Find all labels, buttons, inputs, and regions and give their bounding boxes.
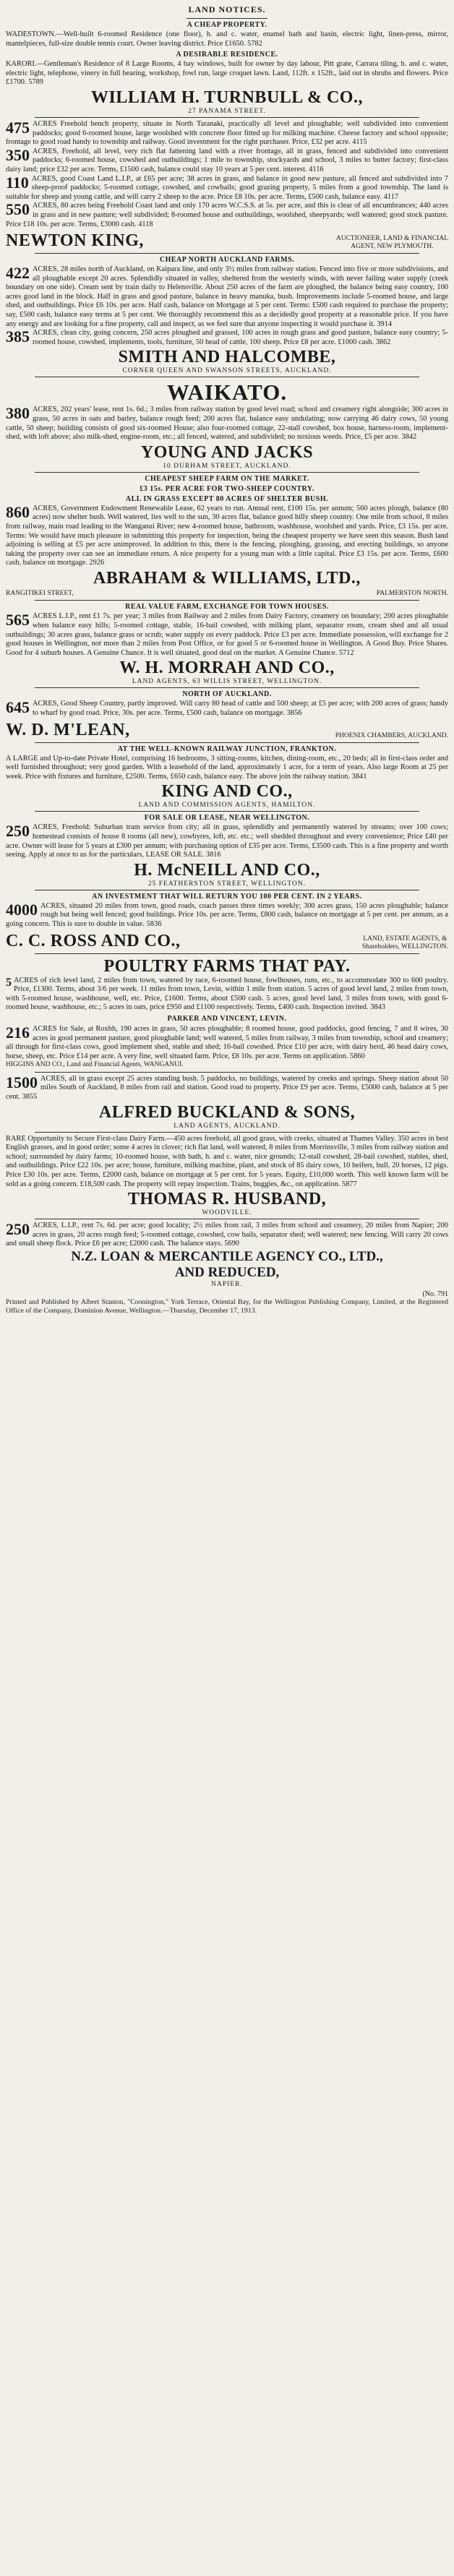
listing-text: ACRES, L.I.P., rent 7s. 6d. per acre; good locality; 2½ miles from rail, 3 miles from school and creamery, 20 miles from Napier; 200 acres in grass, 20 acres rough feed; 5-roomed cottage, cowshed, cow bails, separator shed; well watered; new fencing. Will carry 20 cows and small sheep flock. Price £6 per acre; £2000 cash. The balance stays. [6,1222,448,1248]
agent-name: W. H. MORRAH AND CO., [119,658,335,678]
agent-line [6,231,448,251]
listing-text: ACRES, good Coast Land L.I.P., at £65 per acre; 38 acres in grass, and balance in good new pasture, all fenced and subdivided into 7 sheep-proof paddocks; 5-roomed cottage, cowshed, and cowbails; good grazing property, 5 miles from a good township. The land is suitable for sheep and young cattle, and will carry 2 sheep to the acre. Price £8 10s. per acre. Terms, £500 cash, balance easy. [6,174,448,201]
agent-name: NEWTON KING, [6,231,144,251]
advert-heading: NORTH OF AUCKLAND. [182,690,272,699]
advert-young-jacks [6,379,448,469]
agent-address [6,590,448,598]
advert-ref: 5860 [350,1052,365,1060]
region-heading: WAIKATO. [166,379,288,405]
agent-address: LAND AGENTS, 63 WILLIS STREET, WELLINGTON. [132,678,322,686]
agent-address: LAND AND COMMISSION AGENTS, HAMILTON. [138,802,316,810]
advert-husband [6,1135,448,1217]
agent-name: YOUNG AND JACKS [140,442,314,462]
advert-ref: 4117 [383,192,399,201]
advert-mlean [6,690,448,739]
agent-name: SMITH AND HALCOMBE, [118,348,336,367]
advert-nz-loan [6,1222,448,1288]
advert-ref: 4115 [352,138,367,147]
agent-description-line: AUCTIONEER, LAND & FINANCIAL [335,235,448,243]
listing-text: ACRES, Freehold: Suburban tram service from city; all in grass, splendidly and permanently watered by streams; over 100 cows; homestead consists of house 8 rooms (all new), cowbyres, loft, etc. etc.; well shedded throughout and every convenience; Price £40 per acre. Owner will lease for 5 years at £300 per annum; with purchasing option of £35 per acre. Terms, £3500 cash. This is a fine property and worth seeing. Apply at once to us for the particulars, LEASE OR SALE. [6,823,448,859]
agent-name: KING AND CO., [161,782,293,802]
acreage-number: 350 [6,145,30,164]
advert-text: RARE Opportunity to Secure First-class Dairy Farm.—450 acres freehold, all good grass, with creeks, situated at Thames Valley. 350 acres in best English grasses, and in good order; some 4 acres in clover; rich flat land, well watered, 8 miles from Morrinsville, 3 miles from railway station and school; surrounded by dairy farms; 10-roomed house, with bath, h. and c. water, nice grounds; 12-stall cowshed, 28-bail cowshed, stables, shed, and outbuildings. Price £22 10s. per acre; house, furniture, milking machine, plant, and stock of 85 dairy cows, 10 heifers, bull, 20 horses, 12 pigs. Price £30 10s. per acre. Terms, £2000 cash, balance on mortgage at 5 per cent. for 5 years. Equity, £10,000 worth. This well known farm will be sold as a going concern. £18,500 cash. The property will repay inspection. Trains, buggies, &c., on application. [6,1134,448,1188]
agent-address: 10 DURHAM STREET, AUCKLAND. [163,462,291,470]
listing [6,120,448,147]
advert-higgins [6,1025,448,1070]
agent-town: PALMERSTON NORTH. [376,589,448,597]
advert-ref: 5836 [146,919,162,928]
listing [6,1025,448,1061]
agent-name: W. D. M'LEAN, [6,720,130,739]
advert-text: KARORI.—Gentleman's Residence of 8 Large Rooms, 4 bay windows, built for owner by day labour, Pitt grate, Carrara tiling, h. and c. water, electric light, telephone, vinery in full bearing, workshop, fowl run, large croquet lawn. Land, 112ft. x 152ft., laid out in shrubs and flowers. Price £1700. [6,60,448,87]
advert-newton-king [6,120,448,251]
agent-address: CORNER QUEEN AND SWANSON STREETS, AUCKLAND. [122,367,332,375]
advert-heading: ALL IN GRASS EXCEPT 80 ACRES OF SHELTER BUSH. [125,494,329,503]
advert-ref: 3862 [375,338,391,346]
advert-ref: 4118 [138,220,153,228]
divider [35,1132,419,1133]
advert-ref: 3914 [377,319,393,328]
divider [35,953,419,954]
listing-text: ACRES, 28 miles north of Auckland, on Kaipara line, and only 3½ miles from railway station. Fenced into five or more subdivisions, and all ploughable except 20 acres. Splendidly situated in valley, sheltered from the westerly winds, with never failing water supply (creek boundary on one side). Cream sent by train daily to Helensville. About 250 acres of the farm are ploughed, the balance being easy country, 100 acres good land in the block. Half in grass and good pasture, balance in heavy manuka, bush. Improvements include 5-roomed house, and large shed, and outbuildings. Price £6 10s. per acre. Half cash, balance on Mortgage at 5 per cent. Terms: £500 cash required to purchase the property; say, £500 cash, balance easy terms at 5 per cent. We thoroughly recommend this as a decidedly good property at a reasonable price. If you have any energy and are looking for a fine property, call and inspect, as we feel sure that anyone inspecting it would purchase it. [6,265,448,328]
acreage-number: 1500 [6,1073,38,1091]
agent-address: PHOENIX CHAMBERS, AUCKLAND. [335,731,448,739]
listing-text: ACRES Freehold bench property, situate in North Taranaki, practically all level and ploughable; well subdivided into convenient paddocks; good 6-roomed house, large woolshed with concrete floor fitted up for milking machine. Cheese factory and school opposite; frontage to good road handy to township and railway. Good investment for the right purchaser. Price, £32 per acre. [6,119,448,147]
advert-heading: REAL VALUE FARM, EXCHANGE FOR TOWN HOUSES. [125,603,329,611]
listing [6,902,448,929]
agent-name: H. McNEILL AND CO., [134,860,320,880]
advert-ref: 5690 [224,1240,239,1248]
advert-parker-vincent [6,956,448,1023]
listing [6,265,448,329]
divider [35,253,419,254]
advert-ref: 3855 [22,1093,38,1101]
acreage-number: 422 [6,264,30,283]
listing [6,612,448,658]
advert-body [6,60,448,87]
divider [35,811,419,812]
advert-abraham-williams [6,475,448,598]
advert-body [6,1135,448,1190]
agent-address: LAND AGENTS, AUCKLAND. [174,1122,280,1130]
advert-ref: 3841 [351,772,367,781]
advert-ref: 3843 [370,1003,385,1012]
agent-address: NAPIER. [211,1280,243,1288]
agent-address: WOODVILLE. [202,1209,252,1217]
acreage-number: 565 [6,611,30,630]
notice-number: (No. 791 [422,1289,448,1298]
listing [6,823,448,859]
section-title: LAND NOTICES. [188,4,266,14]
agent-description-line: AGENT, NEW PLYMOUTH. [351,243,434,251]
advert-ref: 5782 [247,39,262,48]
advert-ref: 5877 [342,1180,357,1188]
advert-heading: A DESIRABLE RESIDENCE. [176,51,278,59]
advert-heading: CHEAPEST SHEEP FARM ON THE MARKET. [145,474,309,483]
listing [6,700,448,718]
advert-text: WADESTOWN.—Well-built 6-roomed Residence (one floor), h. and c. water, enamel bath and basin, electric light, linen-press, mirror, mantelpieces, full-size double tennis court. Owner leaving district. Price £1650. [6,30,448,48]
agent-name: PARKER AND VINCENT, LEVIN. [167,1014,287,1023]
listing-text: ACRES, 80 acres being Freehold Coast land and only 170 acres W.C.S.S. at 5s. per acre, and this is clear of all encumbrances; 440 acres in grass and in new pasture; well subdivided; 8-roomed house and outbuildings, woolshed, sheepyards; well watered; good stock pasture. Price £18 10s. per acre. Terms, £3000 cash. [6,202,448,228]
advert-ross [6,893,448,951]
divider [35,117,419,118]
listing-text: ACRES of rich level land, 2 miles from town, watered by race, 6-roomed house, fowlhouses, runs, etc., to accommodate 300 to 600 poultry. Price, £1300. Terms, about 3/6 per week. 11 miles from town, Levin, within 1 mile from station. 5 acres of good level land, 2 miles from town, with 5-roomed house, washhouse, well, etc. Price, £1600. Terms, about £500 cash. 5 acres, good level land, 3 miles from town, with good 6-roomed house, washhouse, etc.; 5 acres in oats, price £950 and £1100 respectively. Terms, £400 cash. Inspection invited. [6,976,448,1012]
acreage-number: 110 [6,173,29,192]
agent-description [336,235,448,251]
agent-description [362,935,448,951]
divider [35,472,419,473]
listing [6,976,448,1013]
divider [35,600,419,601]
advert-text: A LARGE and Up-to-date Private Hotel, comprising 16 bedrooms, 3 sitting-rooms, kitchen, dining-room, etc., 20 beds; all in first-class order and well furnished throughout; very good garden. With a leasehold of the land, approximately 1 acre, for a term of years. Also large Room at 25 per week. Price with fixtures and furniture, £2500. Terms, £650 cash, balance easy. The above join the railway station. [6,754,448,781]
divider [187,18,267,19]
advert-ref: 4116 [309,165,324,173]
advert-body [6,30,448,48]
listing [6,202,448,229]
agent-name: C. C. ROSS AND CO., [6,931,181,950]
advert-ref: 5712 [338,648,354,657]
advert-king [6,745,448,810]
acreage-number: 380 [6,404,30,423]
agent-address: 25 FEATHERSTON STREET, WELLINGTON. [147,880,307,888]
listing-text: ACRES, Good Sheep Country, partly improved. Will carry 80 head of cattle and 500 sheep; at £5 per acre; with 200 acres of grass; handy to wharf by good road. Price, 30s. per acre. Terms, £500 cash, balance on mortgage. [33,700,448,718]
advert-ref: 2926 [89,559,105,567]
agent-name: HIGGINS AND CO., Land and Financial Agents, WANGANUI. [6,1061,184,1069]
advert-ref: 3842 [401,433,417,442]
listing-text: ACRES L.I.P., rent £1 7s. per year; 3 miles from Railway and 2 miles from Dairy Factory, creamery on boundary; 200 acres ploughable when balance easy hills; 5-roomed cottage, stable, 16-bail cowshed, with milking plant, separator room, cream shed and all usual outbuildings; 30 acres grass, balance grass or scrub; water supply on every paddock. Price £3 per acre. Immediate possession, will exchange for 2 good houses in Wellington, not more than 2 miles from Post Office, or for good 5 or 6-roomed house in Wellington. A Good Buy. Price Shares. Good for 4 suburb houses. A Genuine Chance. It is well situated, good deal on the market. A Genuine Chance. [6,612,448,657]
advert-smith-halcombe [6,256,448,374]
advert-ref: 3856 [286,709,302,718]
advert-heading: AN INVESTMENT THAT WILL RETURN YOU 100 PER CENT. IN 2 YEARS. [92,892,362,901]
advert-body [6,755,448,782]
agent-name: WILLIAM H. TURNBULL & CO., [91,87,363,107]
listing [6,405,448,442]
agent-name-cont: AND REDUCED, [174,1264,280,1280]
listing-text: ACRES, situated 20 miles from town, good roads, coach passes three times weekly; 300 acres grass, 150 acres ploughable; balance rough but being well fenced; good buildings. Price 10s. per acre. Terms, £800 cash, balance on mortgage at 5 per cent. per annum, as a going concern. This is sure to double in value. [6,901,448,928]
advert-morrah [6,603,448,685]
listing [6,175,448,202]
acreage-number: 860 [6,502,30,521]
advert-mcneill [6,814,448,887]
listing-text: ACRES, Freehold, all level, very rich flat fattening land with a river frontage, all in grass, fenced and subdivided into convenient paddocks; 6-roomed house, cowshed and outbuildings; 1 mile to township, stockyards and school, 3 miles to butter factory; first-class dairy land; price £32 per acre. Terms, £1500 cash, balance could stay 10 years at 5 per cent. interest. [6,147,448,173]
agent-description-line: Shareholders, WELLINGTON. [361,943,448,950]
listing-text: ACRES, Government Endowment Renewable Lease, 62 years to run. Annual rent, £100 15s. per annum; 560 acres plough, balance (80 acres) now shelter bush. Well watered, lies well to the sun, 30 acres flat, balance good hilly sheep country. One mile from school, 8 miles from railway, main road leading to the Wanganui River; new 4-roomed house, bathroom, washhouse, woolshed and yards. Price, £3 15s. per acre. Terms: We would have much pleasure in submitting this property for inspection, being the cheapest property we have seen this season. Bush land adjoining is selling at £5 per acre unimproved. In addition to this, there is the fencing, ploughing, grassing, and erecting buildings, so anyone taking the property over can see an immediate return. A nice property for a young man with a little capital. Price £3 15s. per acre. Terms, £600 cash, balance on mortgage. [6,504,448,567]
advert-heading: £3 15s. PER ACRE FOR TWO-SHEEP COUNTRY. [140,484,314,493]
listing-text: ACRES for Sale, at Roxbh, 190 acres in grass, 50 acres ploughable; 8 roomed house, good paddocks, good fencing, 7 and 8 wires, 30 acres in good permanent pasture, good ploughable land; well watered, 5 miles from railway, 3 miles from township, school and creamery; all through for first-class cows, good implement shed, stable and shed; 16-bail cowshed. Price £10 per acre, with dairy herd, 46 head dairy cows, horse, sheep, etc. Price £14 per acre. A very fine, well situated farm. Price, £8 10s. per acre. Terms on application. [6,1024,448,1060]
agent-street: RANGITIKEI STREET, [6,589,74,597]
agent-name: THOMAS R. HUSBAND, [127,1190,327,1209]
agent-description-line: LAND, ESTATE AGENTS, & [363,935,447,943]
divider [35,1072,419,1073]
listing [6,1222,448,1249]
acreage-number: 5 [6,976,12,989]
listing [6,502,448,568]
agent-line [6,931,448,951]
advert-heading: CHEAP NORTH AUCKLAND FARMS. [159,256,295,265]
acreage-number: 550 [6,200,30,219]
listing-text: ACRES, 202 years' lease, rent 1s. 6d.; 3 miles from railway station by good level road; school and creamery right alongside; 300 acres in grass, 50 acres in oats and barley, balance rough feed; 200 acres flat, balance easy undulating; now carrying 46 dairy cows, 50 young cattle, 50 sheep; building consists of good six-roomed House; also four-roomed cottage, 22-stall cowshed, box house, harness-room, implement-shed, with loft above; also milk-shed, engine-room, etc.; all fenced, watered, and subdivided; no noxious weeds. Price, £5 per acre. [6,405,448,442]
acreage-number: 4000 [6,900,38,919]
acreage-number: 250 [6,822,30,841]
listing [6,1075,448,1102]
advert-heading: FOR SALE OR LEASE, NEAR WELLINGTON. [144,814,310,823]
acreage-number: 250 [6,1220,30,1239]
acreage-number: 475 [6,118,30,137]
acreage-number: 645 [6,698,30,717]
advert-buckland [6,1075,448,1130]
divider [35,687,419,688]
listing-text: ACRES, clean city, going concern, 250 acres ploughed and grassed, 100 acres in rough grass and good pasture, balance easy country; 5-roomed house, cowshed, implements, tools, furniture, 50 head of cattle, 100 sheep. Price £8 per acre. £1000 cash. [33,329,448,346]
listing-text: ACRES, all in grass except 25 acres standing bush. 5 paddocks, no buildings, watered by creeks and springs. Sheep station about 50 miles South of Auckland, 8 miles from rail and station. Good road to property. Price £9 per acre. Terms, £5000 cash, balance at 5 per cent. [6,1074,448,1101]
advert-heading: A CHEAP PROPERTY. [187,21,267,29]
advert-heading: AT THE WELL-KNOWN RAILWAY JUNCTION, FRANKTON. [117,744,337,753]
advert-ref: 3816 [205,851,221,859]
agent-name: ABRAHAM & WILLIAMS, LTD., [93,568,361,588]
listing [6,329,448,347]
advert-title: POULTRY FARMS THAT PAY. [103,956,351,976]
acreage-number: 385 [6,327,30,346]
agent-name: ALFRED BUCKLAND & SONS, [98,1102,356,1122]
advert-turnbull [6,21,448,115]
acreage-number: 216 [6,1023,30,1042]
agent-address: 27 PANAMA STREET. [188,107,266,115]
imprint: Printed and Published by Albert Stanton, "Coonington," York Terrace, Oriental Bay, for the Wellington Publishing Company, Limited, at the Registered Office of the Company, Dominion Avenue, Wellington.—Thursday, December 17, 1913. [6,1297,448,1315]
listing [6,147,448,175]
agent-name: N.Z. LOAN & MERCANTILE AGENCY CO., LTD., [71,1248,383,1264]
divider [35,742,419,743]
agent-line [6,720,448,740]
advert-ref: 5789 [28,78,43,87]
